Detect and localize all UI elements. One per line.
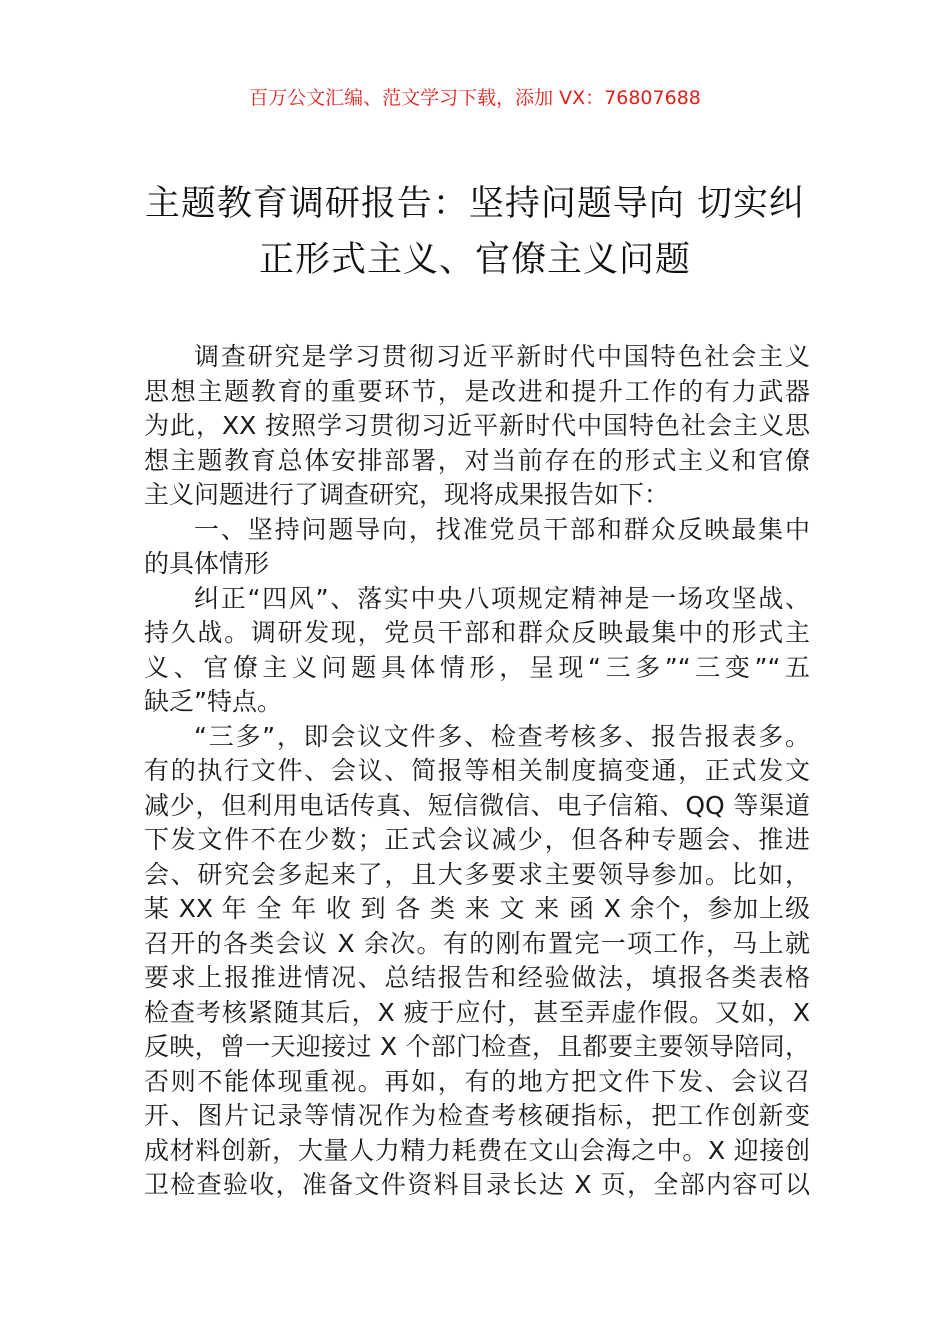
title-line: 主题教育调研报告：坚持问题导向 切实纠 <box>144 184 806 224</box>
paragraph-line: 开、图片记录等情况作为检查考核硬指标，把工作创新变 <box>144 1101 810 1130</box>
paragraph-line: 减少，但利用电话传真、短信微信、电子信箱、QQ 等渠道 <box>144 790 810 820</box>
paragraph-line: 思想主题教育的重要环节，是改进和提升工作的有力武器 <box>144 376 810 406</box>
paragraph-line: 主义问题进行了调查研究，现将成果报告如下： <box>144 480 670 509</box>
paragraph-line: 义、官僚主义问题具体情形，呈现“三多”“三变”“五 <box>144 652 810 682</box>
paragraph-line: 要求上报推进情况、总结报告和经验做法，填报各类表格 <box>144 963 810 992</box>
paragraph-line: 有的执行文件、会议、简报等相关制度搞变通，正式发文 <box>144 756 810 785</box>
paragraph-line: 检查考核紧随其后，X 疲于应付，甚至弄虚作假。又如，X <box>144 997 810 1027</box>
paragraph-line: 想主题教育总体安排部署，对当前存在的形式主义和官僚 <box>144 445 810 475</box>
title-line: 正形式主义、官僚主义问题 <box>258 240 691 280</box>
paragraph-line: 卫检查验收，准备文件资料目录长达 X 页，全部内容可以 <box>144 1170 810 1199</box>
paragraph-line: 纠正“四风”、落实中央八项规定精神是一场攻坚战、 <box>194 583 810 613</box>
paragraph-line: 某 XX 年 全 年 收 到 各 类 来 文 来 函 X 余个，参加上级 <box>144 894 810 923</box>
paragraph-line: 会、研究会多起来了，且大多要求主要领导参加。比如， <box>144 859 810 889</box>
document-body <box>144 340 810 1203</box>
paragraph-line: 缺乏”特点。 <box>144 687 282 716</box>
paragraph-line: 召开的各类会议 X 余次。有的刚布置完一项工作，马上就 <box>144 928 810 958</box>
paragraph-line: 反映，曾一天迎接过 X 个部门检查，且都要主要领导陪同， <box>144 1032 810 1061</box>
paragraph-line: 下发文件不在少数；正式会议减少，但各种专题会、推进 <box>144 825 810 854</box>
paragraph-line: 调查研究是学习贯彻习近平新时代中国特色社会主义 <box>194 342 810 371</box>
paragraph-line: 成材料创新，大量人力精力耗费在文山会海之中。X 迎接创 <box>144 1135 810 1165</box>
section-heading-line: 的具体情形 <box>144 549 270 578</box>
paragraph-line: 为此，XX 按照学习贯彻习近平新时代中国特色社会主义思 <box>144 411 810 440</box>
paragraph-line: “三多”，即会议文件多、检查考核多、报告报表多。 <box>194 721 810 751</box>
document-title <box>130 176 820 288</box>
paragraph-line: 持久战。调研发现，党员干部和群众反映最集中的形式主 <box>144 618 810 647</box>
watermark-header: 百万公文汇编、范文学习下载，添加 VX：76807688 <box>249 87 701 109</box>
paragraph-line: 否则不能体现重视。再如，有的地方把文件下发、会议召 <box>144 1066 810 1096</box>
section-heading-line: 一、坚持问题导向，找准党员干部和群众反映最集中 <box>194 514 810 544</box>
